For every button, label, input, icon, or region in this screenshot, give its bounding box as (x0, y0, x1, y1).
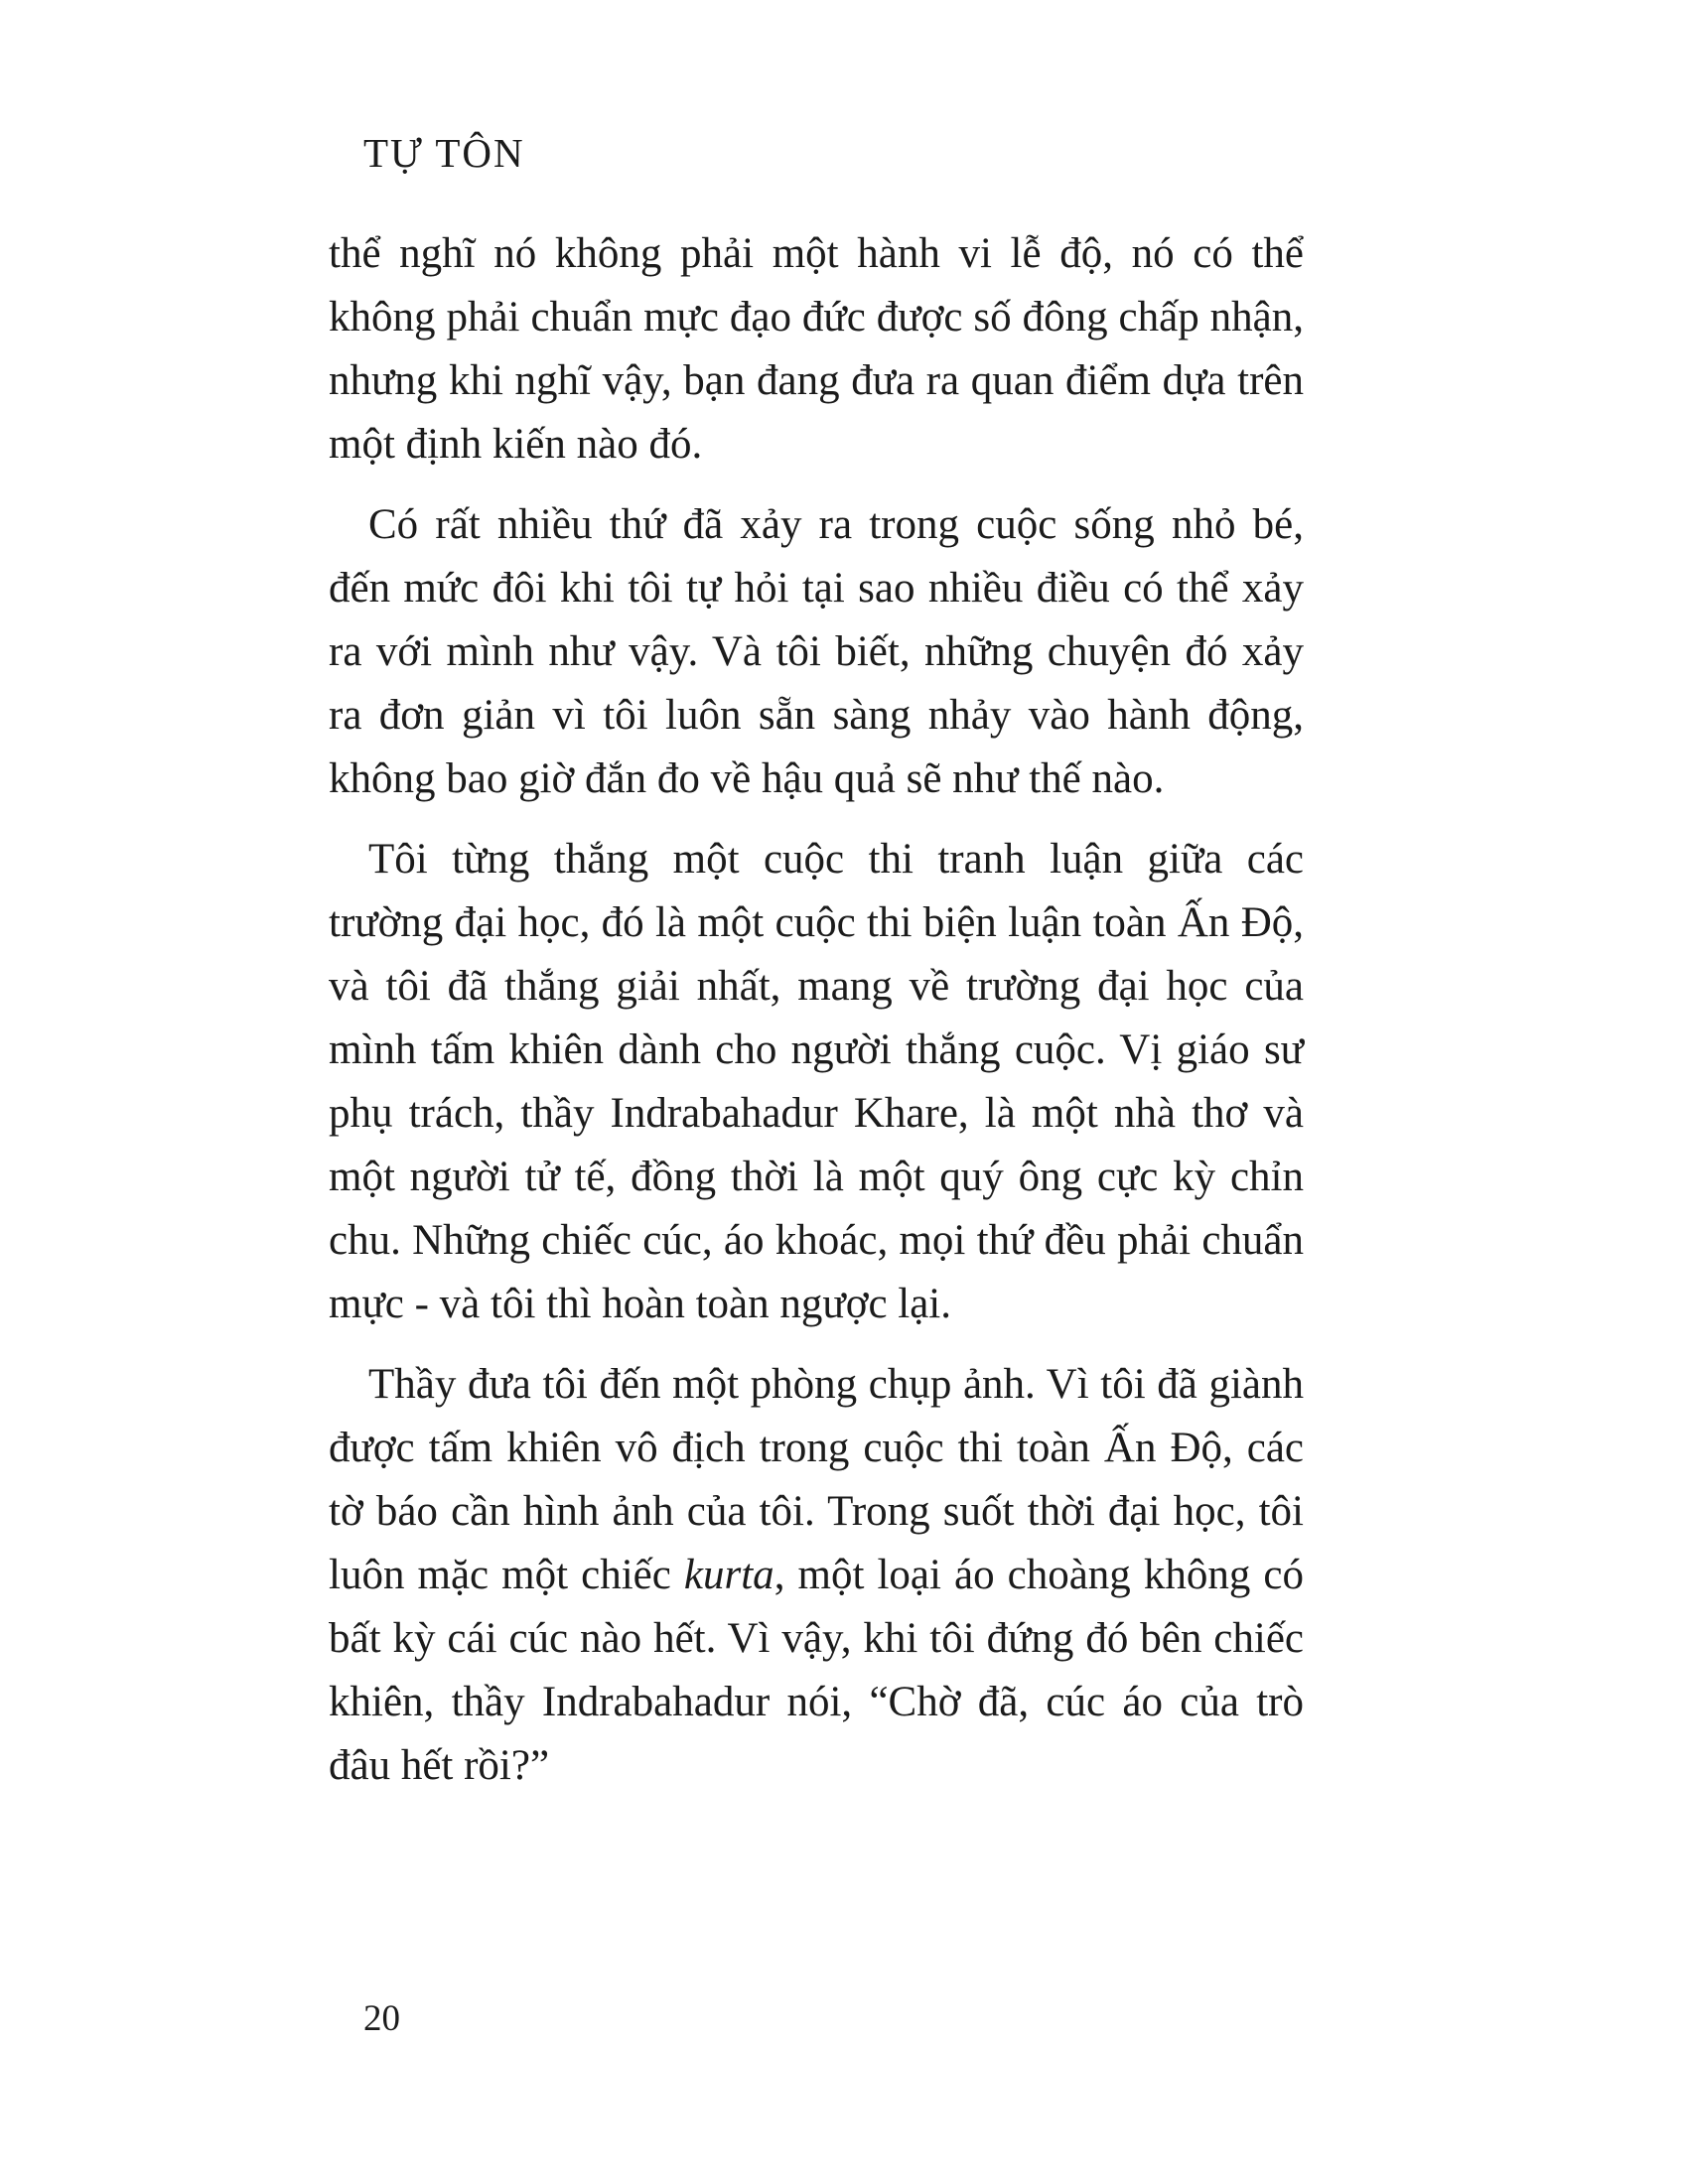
italic-term-kurta: kurta (683, 1552, 774, 1598)
body-text (329, 222, 1304, 1815)
paragraph-4-text-before: Thầy đưa tôi đến một phòng chụp ảnh. Vì tôi đã giành được tấm khiên vô địch trong cuộc thi toàn Ấn Độ, các tờ báo cần hình ảnh của tôi. Trong suốt thời đại học, tôi luôn mặc một chiếc (329, 1361, 1304, 1598)
paragraph-3-text: Tôi từng thắng một cuộc thi tranh luận giữa các trường đại học, đó là một cuộc thi biện luận toàn Ấn Độ, và tôi đã thắng giải nhất, mang về trường đại học của mình tấm khiên dành cho người thắng cuộc. Vị giáo sư phụ trách, thầy Indrabahadur Khare, là một nhà thơ và một người tử tế, đồng thời là một quý ông cực kỳ chỉn chu. Những chiếc cúc, áo khoác, mọi thứ đều phải chuẩn mực - và tôi thì hoàn toàn ngược lại. (329, 836, 1304, 1327)
paragraph-2-text: Có rất nhiều thứ đã xảy ra trong cuộc sống nhỏ bé, đến mức đôi khi tôi tự hỏi tại sao nhiều điều có thể xảy ra với mình như vậy. Và tôi biết, những chuyện đó xảy ra đơn giản vì tôi luôn sẵn sàng nhảy vào hành động, không bao giờ đắn đo về hậu quả sẽ như thế nào. (329, 501, 1304, 802)
paragraph-3 (329, 828, 1304, 1336)
paragraph-1-text: thể nghĩ nó không phải một hành vi lễ độ, nó có thể không phải chuẩn mực đạo đức được số đông chấp nhận, nhưng khi nghĩ vậy, bạn đang đưa ra quan điểm dựa trên một định kiến nào đó. (329, 230, 1304, 468)
paragraph-4-text-after: , một loại áo choàng không có bất kỳ cái cúc nào hết. Vì vậy, khi tôi đứng đó bên chiếc khiên, thầy Indrabahadur nói, “Chờ đã, cúc áo của trò đâu hết rồi?” (329, 1552, 1304, 1789)
running-header: TỰ TÔN (363, 130, 525, 176)
page-number: 20 (363, 1998, 400, 2039)
paragraph-1 (329, 222, 1304, 477)
paragraph-4 (329, 1353, 1304, 1798)
paragraph-2 (329, 493, 1304, 811)
